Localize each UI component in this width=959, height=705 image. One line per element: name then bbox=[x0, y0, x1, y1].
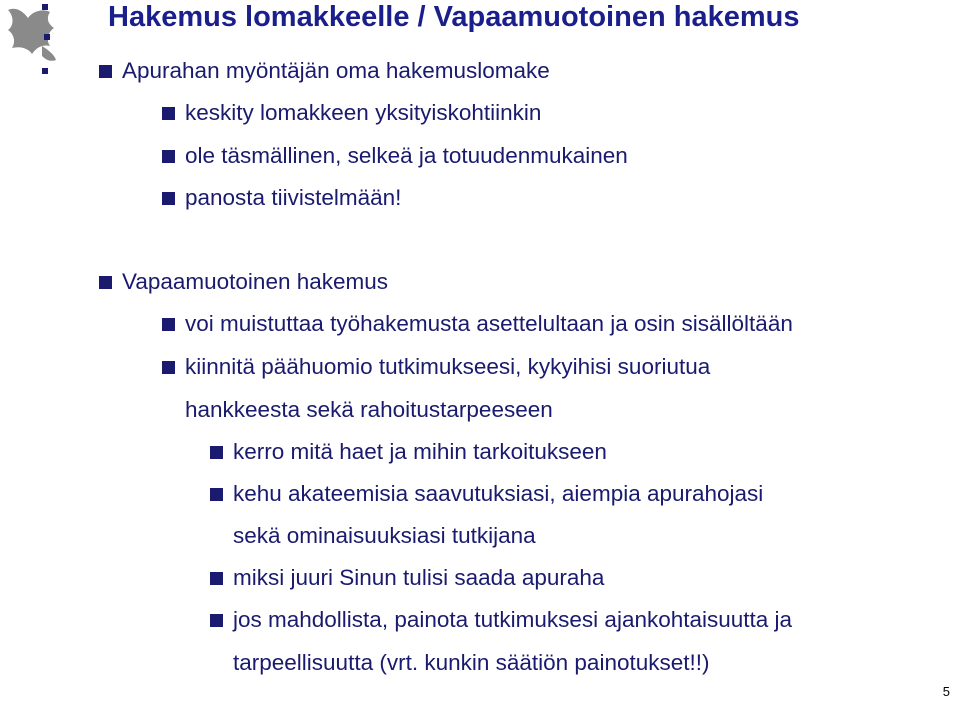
bullet-icon bbox=[210, 614, 223, 627]
bullet-icon bbox=[99, 65, 112, 78]
section1-heading: Apurahan myöntäjän oma hakemuslomake bbox=[122, 58, 550, 83]
bullet-icon bbox=[210, 572, 223, 585]
bullet-icon bbox=[162, 361, 175, 374]
sub-list-item: miksi juuri Sinun tulisi saada apuraha bbox=[233, 565, 605, 590]
page-number: 5 bbox=[942, 684, 950, 699]
sub-list-item: jos mahdollista, painota tutkimuksesi ajankohtaisuutta ja bbox=[233, 607, 793, 632]
bullet-icon bbox=[99, 276, 112, 289]
bullet-icon bbox=[210, 446, 223, 459]
bullet-icon bbox=[162, 107, 175, 120]
sub-list-item-continuation: tarpeellisuutta (vrt. kunkin säätiön painotukset!!) bbox=[233, 650, 710, 675]
bullet-icon bbox=[162, 192, 175, 205]
section2-heading: Vapaamuotoinen hakemus bbox=[122, 269, 389, 294]
list-item: kiinnitä päähuomio tutkimukseesi, kykyihisi suoriutua bbox=[185, 354, 711, 379]
bullet-icon bbox=[162, 150, 175, 163]
slide-title: Hakemus lomakkeelle / Vapaamuotoinen hakemus bbox=[108, 1, 800, 33]
list-item: ole täsmällinen, selkeä ja totuudenmukainen bbox=[185, 143, 628, 168]
list-item-continuation: hankkeesta sekä rahoitustarpeeseen bbox=[185, 397, 553, 422]
university-logo bbox=[2, 2, 74, 74]
bullet-icon bbox=[210, 488, 223, 501]
sub-list-item: kehu akateemisia saavutuksiasi, aiempia apurahojasi bbox=[233, 481, 764, 506]
list-item: panosta tiivistelmään! bbox=[185, 185, 402, 210]
sub-list-item: kerro mitä haet ja mihin tarkoitukseen bbox=[233, 439, 607, 464]
sub-list-item-continuation: sekä ominaisuuksiasi tutkijana bbox=[233, 523, 536, 548]
list-item: voi muistuttaa työhakemusta asettelultaan ja osin sisällöltään bbox=[185, 311, 793, 336]
bullet-icon bbox=[162, 318, 175, 331]
list-item: keskity lomakkeen yksityiskohtiinkin bbox=[185, 100, 542, 125]
